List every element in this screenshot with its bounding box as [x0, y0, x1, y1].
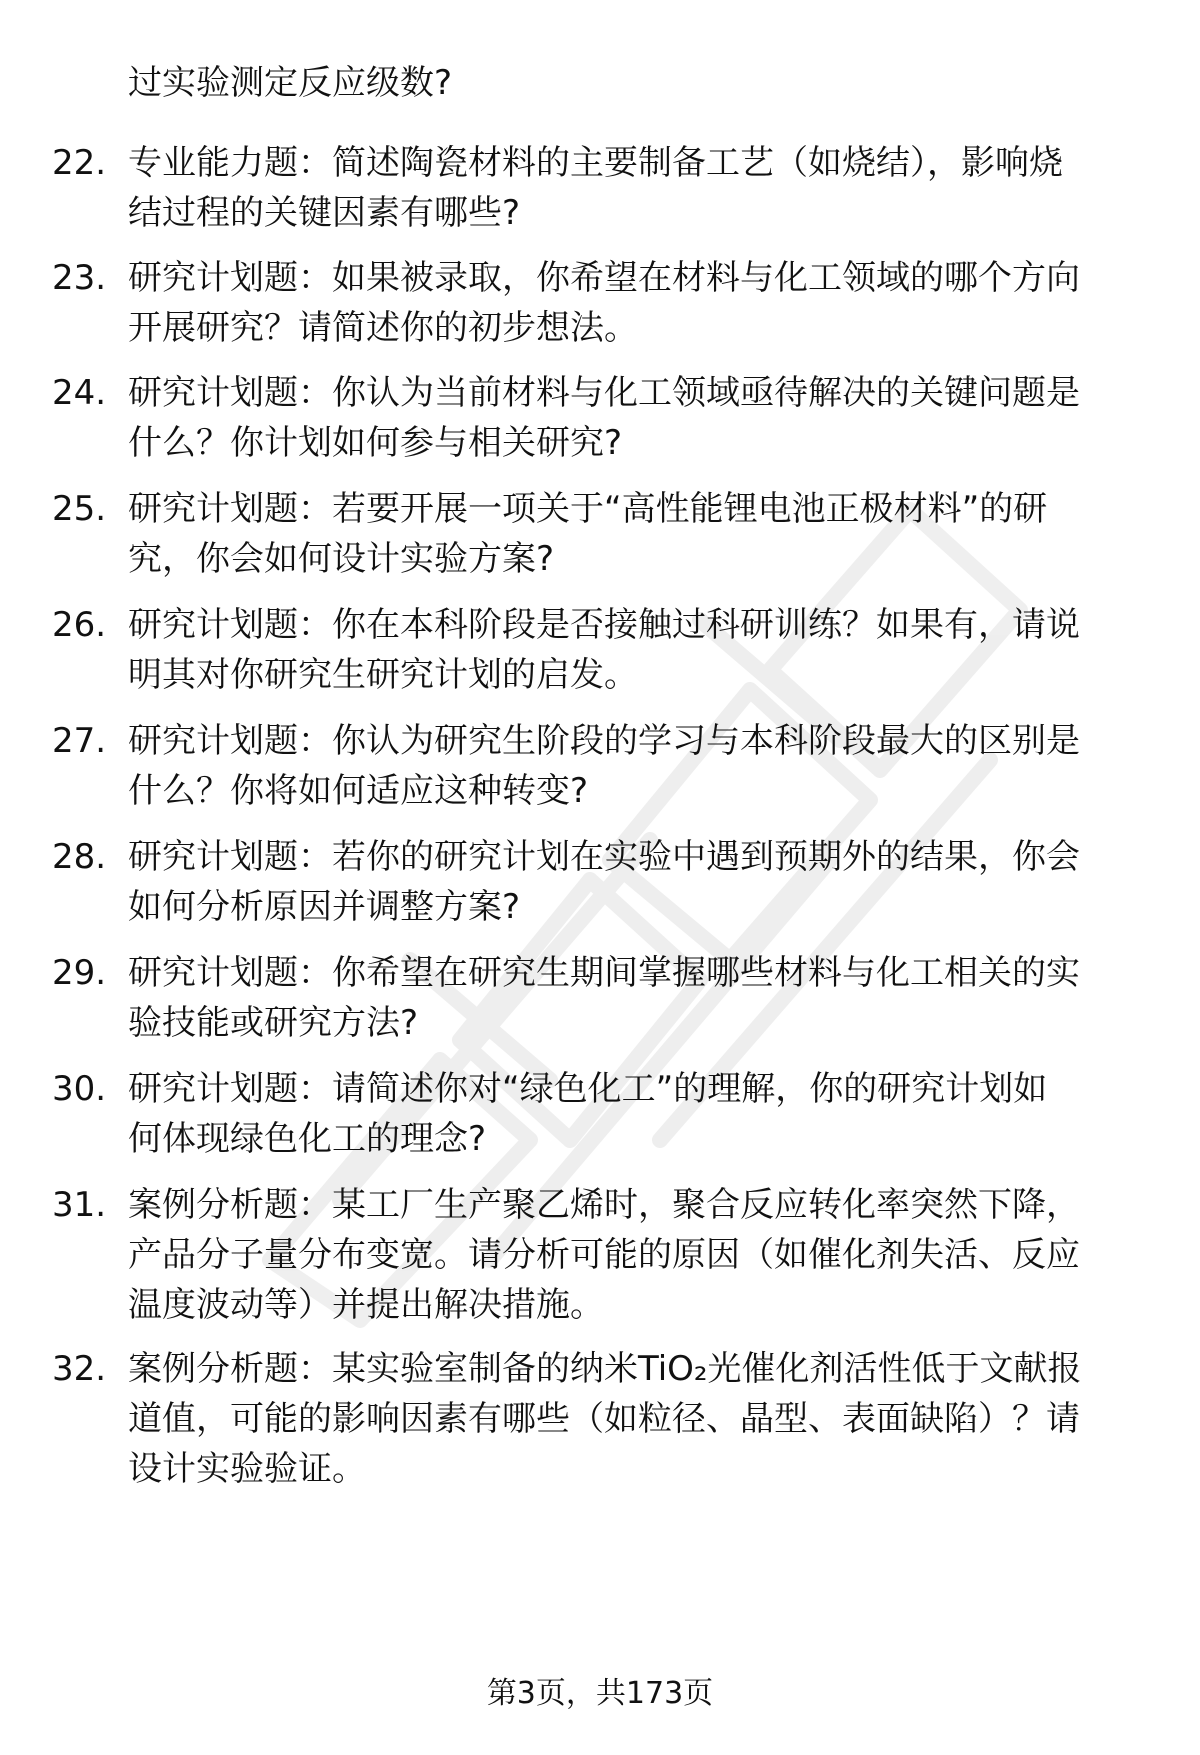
question-text: [128, 1064, 1158, 1164]
question-number: 26.: [52, 605, 107, 645]
question-line: 案例分析题：某实验室制备的纳米TiO₂光催化剂活性低于文献报: [128, 1349, 1082, 1389]
question-number: 31.: [52, 1185, 107, 1225]
question-line: 研究计划题：你希望在研究生期间掌握哪些材料与化工相关的实: [128, 953, 1080, 993]
question-line: 道值，可能的影响因素有哪些（如粒径、晶型、表面缺陷）？请: [128, 1399, 1080, 1439]
question-line: 验技能或研究方法?: [128, 1003, 419, 1043]
question-line: 结过程的关键因素有哪些?: [128, 193, 521, 233]
question-number: 25.: [52, 489, 107, 529]
question-line: 研究计划题：你认为当前材料与化工领域亟待解决的关键问题是: [128, 373, 1080, 413]
continuation-text: 过实验测定反应级数?: [128, 63, 453, 103]
question-text: [128, 138, 1158, 238]
question-number: 22.: [52, 143, 107, 183]
question-text: [128, 832, 1158, 932]
question-number: 27.: [52, 721, 107, 761]
question-number: 23.: [52, 258, 107, 298]
question-line: 研究计划题：你在本科阶段是否接触过科研训练？如果有，请说: [128, 605, 1080, 645]
question-number: 28.: [52, 837, 107, 877]
question-line: 研究计划题：若要开展一项关于“高性能锂电池正极材料”的研: [128, 489, 1048, 529]
question-number: 30.: [52, 1069, 107, 1109]
question-line: 何体现绿色化工的理念?: [128, 1119, 487, 1159]
question-line: 研究计划题：你认为研究生阶段的学习与本科阶段最大的区别是: [128, 721, 1080, 761]
question-text: [128, 253, 1158, 353]
question-text: [128, 716, 1158, 816]
question-line: 什么？你将如何适应这种转变?: [128, 771, 589, 811]
question-number: 24.: [52, 373, 107, 413]
question-line: 温度波动等）并提出解决措施。: [128, 1285, 604, 1325]
question-line: 研究计划题：请简述你对“绿色化工”的理解，你的研究计划如: [128, 1069, 1048, 1109]
question-line: 专业能力题：简述陶瓷材料的主要制备工艺（如烧结），影响烧: [128, 143, 1063, 183]
question-line: 研究计划题：如果被录取，你希望在材料与化工领域的哪个方向: [128, 258, 1080, 298]
question-line: 案例分析题：某工厂生产聚乙烯时，聚合反应转化率突然下降，: [128, 1185, 1080, 1225]
question-line: 什么？你计划如何参与相关研究?: [128, 423, 623, 463]
question-number: 29.: [52, 953, 107, 993]
question-line: 研究计划题：若你的研究计划在实验中遇到预期外的结果，你会: [128, 837, 1080, 877]
question-line: 明其对你研究生研究计划的启发。: [128, 655, 638, 695]
question-text: [128, 600, 1158, 700]
question-line: 开展研究？请简述你的初步想法。: [128, 308, 638, 348]
question-line: 如何分析原因并调整方案?: [128, 887, 521, 927]
question-text: [128, 1180, 1158, 1330]
question-number: 32.: [52, 1349, 107, 1389]
question-line: 究，你会如何设计实验方案?: [128, 539, 555, 579]
question-text: [128, 1344, 1158, 1494]
page-footer: 第3页，共173页: [486, 1676, 714, 1711]
question-text: [128, 484, 1158, 584]
question-text: [128, 368, 1158, 468]
question-text: [128, 948, 1158, 1048]
question-line: 设计实验验证。: [128, 1449, 366, 1489]
question-line: 产品分子量分布变宽。请分析可能的原因（如催化剂失活、反应: [128, 1235, 1080, 1275]
